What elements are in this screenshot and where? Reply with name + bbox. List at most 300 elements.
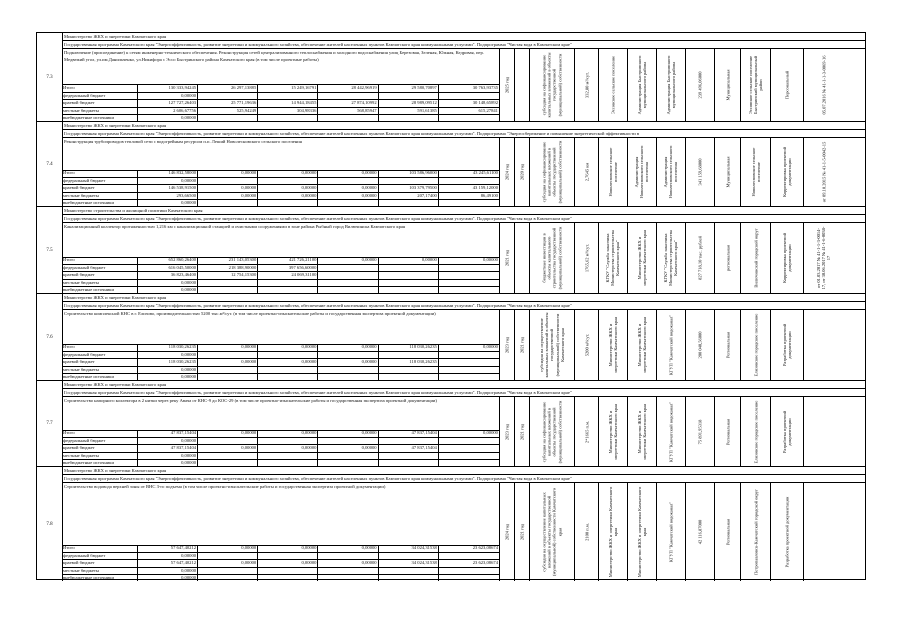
funding-source-label: федеральный бюджет bbox=[62, 553, 138, 559]
section-body bbox=[62, 138, 865, 206]
funding-source-label: внебюджетные источники bbox=[62, 575, 138, 581]
attribute-cell bbox=[771, 49, 804, 121]
attribute-cell bbox=[599, 223, 628, 293]
funding-row bbox=[62, 99, 499, 106]
funding-value: 0,00000 bbox=[138, 438, 198, 444]
attribute-cell bbox=[715, 223, 741, 293]
funding-source-label: Итого bbox=[62, 430, 138, 437]
funding-source-label: краевой бюджет bbox=[62, 560, 138, 566]
attribute-cell bbox=[715, 483, 741, 581]
attribute-text: КГУП "Камчатский водоканал" bbox=[668, 501, 674, 563]
funding-value: 43 245,61100 bbox=[472, 170, 498, 176]
object-description: Строительство водовода верхней зоны от ВНС 3-го подъема (в том числе проектно-изыскательские работы и государственная экспертиза проектной документации) bbox=[62, 483, 500, 546]
funding-value: 0,00000 bbox=[138, 115, 198, 121]
funding-value: 0,00000 bbox=[318, 560, 378, 566]
funding-value: 568,85947 bbox=[318, 108, 378, 114]
funding-value: 0,00000 bbox=[138, 280, 198, 286]
funding-row bbox=[62, 271, 499, 278]
object-description: Строительство комплексной КНС в г. Елизово, производительностью 5200 тыс.м³/сут. (в том числе проектно-изыскательские работы и государственная экспертиза проектной документации) bbox=[62, 310, 500, 345]
funding-row bbox=[62, 264, 499, 271]
object-description: Реконструкция трубопроводов тепловой сети с водогрейным ресурсом п.п. Леший Новолесновского сельского поселения bbox=[62, 138, 500, 171]
funding-value: 23 623,08674 bbox=[472, 560, 498, 566]
funding-row bbox=[62, 177, 499, 184]
funding-value bbox=[258, 575, 318, 581]
attribute-text: Министерство ЖКХ и энергетики Камчатского края bbox=[636, 403, 647, 460]
attribute-cell bbox=[741, 49, 771, 121]
attribute-text: Эссовское сельское поселение Быстринский муниципальный район bbox=[747, 55, 764, 115]
funding-value bbox=[258, 178, 318, 184]
funding-row bbox=[62, 437, 499, 444]
funding-value: 103 586,96000 bbox=[379, 170, 439, 177]
attribute-cell bbox=[741, 223, 771, 293]
attribute-text: 2025 год bbox=[504, 76, 510, 94]
attribute-cell bbox=[715, 49, 741, 121]
funding-source-label: краевой бюджет bbox=[62, 272, 138, 278]
attribute-cell bbox=[804, 310, 844, 380]
attribute-text: Корректировка проектной документации bbox=[781, 233, 792, 284]
funding-source-label: федеральный бюджет bbox=[62, 265, 138, 271]
funding-value bbox=[198, 568, 258, 574]
funding-value bbox=[258, 367, 318, 373]
funding-source-label: Итого bbox=[62, 85, 138, 92]
funding-value bbox=[198, 352, 258, 358]
attribute-text: 2023 год bbox=[504, 336, 510, 354]
attribute-cell bbox=[575, 483, 599, 581]
program-line: Государственная программа Камчатского края "Энергоэффективность, развитие энергетики и коммунального хозяйства, обеспечение жителей населенных пунктов Камчатского края коммунальными услугами". Подпрограмма "Чистая вода в Камчатском крае" bbox=[62, 475, 865, 483]
funding-value bbox=[379, 265, 439, 271]
attribute-text: 2021 год bbox=[519, 423, 525, 440]
funding-value bbox=[318, 553, 378, 559]
funding-value: 24 069,31100 bbox=[258, 272, 318, 278]
funding-row bbox=[62, 192, 499, 199]
funding-value bbox=[318, 575, 378, 581]
attribute-text: КГКУ "Служба заказчика Министерства строительства Камчатского края" bbox=[605, 230, 621, 286]
funding-value: 30 763,93735 bbox=[472, 85, 498, 91]
attribute-text: 200 040,56000 bbox=[697, 331, 703, 359]
attribute-cell bbox=[804, 138, 844, 206]
funding-value: 0,00000 bbox=[258, 193, 318, 199]
attribute-cell bbox=[575, 223, 599, 293]
funding-value bbox=[439, 93, 499, 99]
attribute-text: 2,7645 км bbox=[583, 162, 589, 182]
program-line: Государственная программа Камчатского края "Энергоэффективность, развитие энергетики и коммунального хозяйства, обеспечение жителей населенных пунктов Камчатского края коммунальными услугами". Подпрограмма "Чистая вода в Камчатском крае" bbox=[62, 215, 865, 223]
funding-value: 57 647,40212 bbox=[138, 545, 198, 552]
funding-value bbox=[439, 359, 499, 365]
attribute-cell bbox=[515, 397, 530, 466]
funding-value bbox=[318, 453, 378, 459]
funding-value: 103 379,79500 bbox=[379, 185, 439, 191]
funding-source-label: Итого bbox=[62, 170, 138, 177]
attribute-text: 341 159,68000 bbox=[697, 158, 703, 186]
funding-value bbox=[318, 280, 378, 286]
document-table bbox=[36, 32, 866, 580]
funding-table bbox=[62, 545, 500, 581]
funding-value: 57 647,40212 bbox=[138, 560, 198, 566]
attribute-text: Муниципальная bbox=[724, 69, 730, 101]
attribute-columns bbox=[500, 138, 865, 206]
attribute-cell bbox=[515, 49, 530, 121]
funding-value: 0,00000 bbox=[198, 359, 258, 365]
funding-source-label: местные бюджеты bbox=[62, 367, 138, 373]
attribute-text: Администрация Новолесновского сельского поселения bbox=[634, 145, 650, 199]
funding-value: 0,00000 bbox=[318, 430, 378, 437]
attribute-cell bbox=[771, 483, 804, 581]
funding-value: 0,00000 bbox=[483, 257, 498, 263]
funding-value: 0,00000 bbox=[138, 93, 198, 99]
funding-value bbox=[439, 453, 499, 459]
funding-source-label: местные бюджеты bbox=[62, 280, 138, 286]
ministry-line: Министерство строительства и жилищной политики Камчатского края bbox=[62, 207, 865, 215]
attribute-cell bbox=[575, 138, 599, 206]
attribute-cell bbox=[657, 310, 686, 380]
attribute-cell bbox=[515, 138, 530, 206]
funding-value: 0,00000 bbox=[138, 575, 198, 581]
section-number: 7.6 bbox=[37, 294, 63, 380]
funding-value: 0,00000 bbox=[318, 257, 378, 264]
attribute-cell bbox=[575, 310, 599, 380]
attribute-cell bbox=[741, 138, 771, 206]
attribute-cell bbox=[530, 49, 575, 121]
funding-value: 0,00000 bbox=[138, 178, 198, 184]
attribute-text: Эссовское сельское поселение bbox=[610, 55, 616, 115]
attribute-cell bbox=[771, 223, 804, 293]
attribute-cell bbox=[500, 397, 515, 466]
attribute-text: от 09.10.2015 № 41-1-5-0042-15 bbox=[821, 141, 827, 203]
funding-value bbox=[318, 438, 378, 444]
attribute-text: 2020 год bbox=[519, 163, 525, 181]
funding-value: 28 989,09512 bbox=[379, 100, 439, 106]
funding-value bbox=[198, 280, 258, 286]
funding-value: 118 030,26235 bbox=[379, 344, 439, 351]
attribute-text: 2023 год bbox=[504, 423, 510, 440]
funding-value: 0,00000 bbox=[198, 445, 258, 451]
attribute-text: 1765,62 м³/сут. bbox=[583, 243, 589, 273]
funding-row bbox=[62, 279, 499, 286]
funding-row bbox=[62, 184, 499, 191]
attribute-text: Министерство ЖКХ и энергетики Камчатского края bbox=[636, 229, 647, 287]
funding-value bbox=[439, 445, 499, 451]
funding-value: 0,00000 bbox=[318, 359, 378, 365]
funding-row bbox=[62, 373, 499, 380]
funding-value: 0,00000 bbox=[258, 445, 318, 451]
funding-source-label: внебюджетные источники bbox=[62, 287, 138, 293]
attribute-text: субсидия на софинансирование капитальных вложений в объекты государственной (муниципальной) собственности bbox=[541, 52, 563, 118]
section-block bbox=[37, 466, 865, 581]
funding-row bbox=[62, 552, 499, 559]
attribute-cell bbox=[515, 483, 530, 581]
funding-value bbox=[439, 178, 499, 184]
funding-value: 231 143,05300 bbox=[198, 257, 258, 264]
attribute-text: 2100 п.м. bbox=[583, 523, 589, 541]
attribute-text: субсидия на софинансирование капитальных вложений в объекты государственной (муниципальной) собственности bbox=[541, 140, 563, 204]
funding-value: 0,00000 bbox=[258, 430, 318, 437]
section-number: 7.3 bbox=[37, 33, 63, 121]
funding-value bbox=[198, 575, 258, 581]
funding-value: 36 823,46400 bbox=[138, 272, 198, 278]
funding-value bbox=[258, 280, 318, 286]
funding-value: 0,00000 bbox=[258, 170, 318, 177]
attribute-cell bbox=[657, 397, 686, 466]
funding-value: 0,00000 bbox=[198, 170, 258, 177]
funding-value: 0,00000 bbox=[198, 344, 258, 351]
funding-value: 0,00000 bbox=[483, 430, 498, 436]
attribute-cell bbox=[771, 310, 804, 380]
funding-value bbox=[318, 178, 378, 184]
funding-value: 0,00000 bbox=[138, 367, 198, 373]
attribute-cell bbox=[515, 310, 530, 380]
funding-source-label: Итого bbox=[62, 545, 138, 552]
funding-value bbox=[258, 453, 318, 459]
funding-value: 146 832,58000 bbox=[138, 170, 198, 177]
attribute-cell bbox=[530, 138, 575, 206]
attribute-cell bbox=[515, 223, 530, 293]
funding-value: 0,00000 bbox=[198, 430, 258, 437]
funding-value bbox=[379, 352, 439, 358]
funding-value bbox=[318, 352, 378, 358]
attribute-text: КГКУ "Служба заказчика Министерства строительства Камчатского края" bbox=[663, 230, 679, 286]
attribute-text: 2024 год bbox=[504, 523, 510, 541]
attribute-cell bbox=[628, 138, 657, 206]
funding-value bbox=[258, 553, 318, 559]
funding-value bbox=[379, 178, 439, 184]
funding-value bbox=[439, 280, 499, 286]
attribute-cell bbox=[530, 310, 575, 380]
attribute-text: Администрация Быстринского муниципального района bbox=[665, 55, 676, 115]
funding-value: 2 606,67756 bbox=[138, 108, 198, 114]
funding-table bbox=[62, 430, 500, 466]
attribute-cell bbox=[804, 397, 844, 466]
funding-value bbox=[198, 453, 258, 459]
funding-value: 127 727,26403 bbox=[138, 100, 198, 106]
funding-row bbox=[62, 452, 499, 459]
attribute-cell bbox=[657, 483, 686, 581]
attribute-cell bbox=[628, 223, 657, 293]
section-body bbox=[62, 49, 865, 121]
attribute-cell bbox=[657, 223, 686, 293]
section-block bbox=[37, 380, 865, 466]
attribute-text: Муниципальная bbox=[724, 156, 730, 188]
attribute-cell bbox=[715, 138, 741, 206]
funding-value: 29 580,70897 bbox=[379, 85, 439, 92]
funding-value: 397 656,60000 bbox=[258, 265, 318, 271]
funding-value: 0,00000 bbox=[258, 545, 318, 552]
section-block bbox=[37, 33, 865, 121]
funding-value bbox=[379, 568, 439, 574]
funding-value: 12 754,15300 bbox=[198, 272, 258, 278]
funding-table bbox=[62, 85, 500, 121]
funding-row bbox=[62, 351, 499, 358]
funding-value bbox=[198, 367, 258, 373]
funding-value bbox=[318, 93, 378, 99]
attribute-cell bbox=[628, 397, 657, 466]
funding-value: 615,27841 bbox=[478, 107, 498, 113]
funding-source-label: внебюджетные источники bbox=[62, 460, 138, 466]
attribute-text: 2021 год bbox=[504, 249, 510, 267]
object-description: Подключение (присоединение) к сетям инженерно-технического обеспечения. Реконструкция сетей централизованного теплоснабжения и холодного водоснабжения улиц Березовая, Зеленая, Южная, Кедровая, пер. Медвежий угол, ул.им.Данильченко, ул.Никифора с Эссо Быстринского района Камчатского края (в том числе проектные работы) bbox=[62, 49, 500, 85]
funding-value: 0,00000 bbox=[258, 359, 318, 365]
funding-value: 23 623,08674 bbox=[472, 545, 498, 551]
funding-value bbox=[258, 93, 318, 99]
attribute-text: 827 718,10 тыс. рублей bbox=[697, 236, 703, 280]
attribute-text: Министерство ЖКХ и энергетики Камчатского края bbox=[607, 316, 618, 374]
attribute-text: 2*1665 п.м. bbox=[583, 420, 589, 443]
section-body bbox=[62, 223, 865, 293]
funding-value bbox=[318, 367, 378, 373]
funding-value: 118 030,26235 bbox=[138, 344, 198, 351]
funding-value bbox=[258, 352, 318, 358]
attribute-columns bbox=[500, 483, 865, 581]
funding-row bbox=[62, 107, 499, 114]
attribute-text: Персональный bbox=[784, 70, 790, 100]
attribute-cell bbox=[686, 310, 715, 380]
funding-value: 86,49100 bbox=[480, 192, 498, 198]
attribute-cell bbox=[771, 138, 804, 206]
attribute-cell bbox=[530, 223, 575, 293]
attribute-text: Региональная bbox=[724, 518, 730, 546]
funding-value bbox=[379, 553, 439, 559]
funding-value: 525,94249 bbox=[198, 108, 258, 114]
attribute-text: региональная bbox=[724, 245, 730, 271]
attribute-text: субсидия на софинансирование капитальных вложений в объекты государственной (муниципальной) собственности bbox=[541, 400, 563, 463]
funding-value: 25 771,19636 bbox=[198, 100, 258, 106]
funding-value: 0,00000 bbox=[318, 170, 378, 177]
attribute-cell bbox=[771, 397, 804, 466]
funding-value bbox=[198, 553, 258, 559]
funding-value bbox=[198, 93, 258, 99]
attribute-text: Разработка проектной документации bbox=[781, 323, 792, 367]
attribute-text: КГУП "Камчатский водоканал" bbox=[668, 314, 674, 376]
funding-value: 0,00000 bbox=[138, 568, 198, 574]
attribute-cell bbox=[804, 49, 844, 121]
attribute-text: бюджетные инвестиции в объекты капитального строительства государственной (муниципальной) собственности bbox=[541, 226, 563, 290]
funding-value bbox=[439, 568, 499, 574]
section-number: 7.7 bbox=[37, 381, 63, 466]
ministry-line: Министерство ЖКХ и энергетики Камчатского края bbox=[62, 33, 865, 41]
attribute-text: Новолесновское сельское поселение bbox=[750, 147, 761, 197]
section-body bbox=[62, 397, 865, 466]
funding-value bbox=[258, 438, 318, 444]
attribute-cell bbox=[530, 483, 575, 581]
funding-source-label: краевой бюджет bbox=[62, 359, 138, 365]
funding-value: 0,00000 bbox=[258, 560, 318, 566]
ministry-line: Министерство ЖКХ и энергетики Камчатского края bbox=[62, 467, 865, 475]
funding-value: 218 388,90000 bbox=[198, 265, 258, 271]
attribute-cell bbox=[715, 310, 741, 380]
funding-value bbox=[379, 438, 439, 444]
funding-row bbox=[62, 85, 499, 92]
attribute-cell bbox=[686, 138, 715, 206]
attribute-text: Елизовское городское поселение bbox=[752, 400, 758, 463]
attribute-text: Корректировка проектной документации bbox=[781, 147, 792, 198]
attribute-cell bbox=[804, 483, 844, 581]
attribute-cell bbox=[500, 483, 515, 581]
attribute-text: субсидия на осуществление капитальных вложений в объекты государственной (муниципальной) собственности Камчатского края bbox=[541, 487, 563, 577]
section-body bbox=[62, 483, 865, 581]
funding-value: 34 024,31538 bbox=[379, 545, 439, 552]
funding-value bbox=[439, 575, 499, 581]
funding-row bbox=[62, 286, 499, 293]
funding-source-label: Итого bbox=[62, 344, 138, 351]
attribute-text: Разработка проектной документации bbox=[784, 496, 790, 568]
funding-value bbox=[379, 272, 439, 278]
funding-value: 616 045,50000 bbox=[138, 265, 198, 271]
funding-source-label: Итого bbox=[62, 257, 138, 264]
funding-table bbox=[62, 344, 500, 380]
attribute-cell bbox=[715, 397, 741, 466]
funding-row bbox=[62, 92, 499, 99]
funding-value: 304,98336 bbox=[258, 108, 318, 114]
ministry-line: Министерство ЖКХ и энергетики Камчатского края bbox=[62, 294, 865, 302]
attribute-text: Министерство ЖКХ и энергетики Камчатского края bbox=[636, 486, 647, 578]
attribute-text: 2021 год bbox=[519, 523, 525, 541]
funding-table bbox=[62, 257, 500, 293]
funding-source-label: краевой бюджет bbox=[62, 100, 138, 106]
funding-value: 0,00000 bbox=[138, 287, 198, 293]
funding-row bbox=[62, 170, 499, 177]
funding-value: 0,00000 bbox=[138, 200, 198, 206]
funding-value: 43 159,12000 bbox=[472, 185, 498, 191]
funding-value: 27 874,10992 bbox=[318, 100, 378, 106]
attribute-cell bbox=[530, 397, 575, 466]
funding-value: 652 860,26400 bbox=[138, 257, 198, 264]
funding-row bbox=[62, 430, 499, 437]
attribute-cell bbox=[599, 397, 628, 466]
funding-value: 146 538,91500 bbox=[138, 185, 198, 191]
attribute-cell bbox=[599, 49, 628, 121]
funding-row bbox=[62, 114, 499, 121]
funding-row bbox=[62, 199, 499, 206]
funding-value bbox=[439, 438, 499, 444]
attribute-text: от 01.03.2017 № 41-1-1-3-0014-17, от 30.06.2017 № 41-1-6-0038-17 bbox=[816, 226, 832, 290]
attribute-cell bbox=[575, 49, 599, 121]
funding-value: 0,00000 bbox=[379, 257, 439, 264]
attribute-text: Региональная bbox=[724, 331, 730, 359]
object-description: Канализационный коллектор протяженностью 1,216 км с канализационной станцией и очистными сооружениями в зоне района Рыбный город Вилючинска Камчатского края bbox=[62, 223, 500, 258]
attribute-cell bbox=[575, 397, 599, 466]
program-line: Государственная программа Камчатского края "Энергоэффективность, развитие энергетики и коммунального хозяйства, обеспечение жителей населенных пунктов Камчатского края коммунальными услугами". Подпрограмма "Чистая вода в Камчатском крае" bbox=[62, 302, 865, 310]
funding-source-label: местные бюджеты bbox=[62, 568, 138, 574]
attribute-cell bbox=[628, 483, 657, 581]
funding-value: 0,00000 bbox=[138, 453, 198, 459]
attribute-cell bbox=[500, 138, 515, 206]
attribute-text: Региональная bbox=[724, 418, 730, 445]
funding-source-label: федеральный бюджет bbox=[62, 352, 138, 358]
funding-value: 0,00000 bbox=[318, 193, 378, 199]
funding-value: 0,00000 bbox=[198, 545, 258, 552]
funding-value: 0,00000 bbox=[138, 553, 198, 559]
attribute-text: 42 116,87000 bbox=[697, 519, 703, 545]
attribute-text: Елизовское городское поселение bbox=[752, 313, 758, 377]
section-block bbox=[37, 121, 865, 206]
funding-value bbox=[379, 93, 439, 99]
funding-value bbox=[379, 575, 439, 581]
program-line: Государственная программа Камчатского края "Энергоэффективность, развитие энергетики и коммунального хозяйства, обеспечение жителей населенных пунктов Камчатского края коммунальными услугами". Подпрограмма "Чистая вода в Камчатском крае" bbox=[62, 389, 865, 397]
funding-value bbox=[379, 280, 439, 286]
attribute-cell bbox=[686, 397, 715, 466]
section-number: 7.5 bbox=[37, 207, 63, 293]
section-body bbox=[62, 310, 865, 380]
funding-source-label: краевой бюджет bbox=[62, 445, 138, 451]
attribute-columns bbox=[500, 49, 865, 121]
attribute-text: КГУП "Камчатский водоканал" bbox=[668, 401, 674, 462]
attribute-cell bbox=[599, 483, 628, 581]
funding-value bbox=[318, 265, 378, 271]
funding-value: 0,00000 bbox=[198, 185, 258, 191]
attribute-cell bbox=[804, 223, 844, 293]
attribute-cell bbox=[686, 223, 715, 293]
ministry-line: Министерство ЖКХ и энергетики Камчатского края bbox=[62, 381, 865, 389]
funding-value: 0,00000 bbox=[318, 545, 378, 552]
